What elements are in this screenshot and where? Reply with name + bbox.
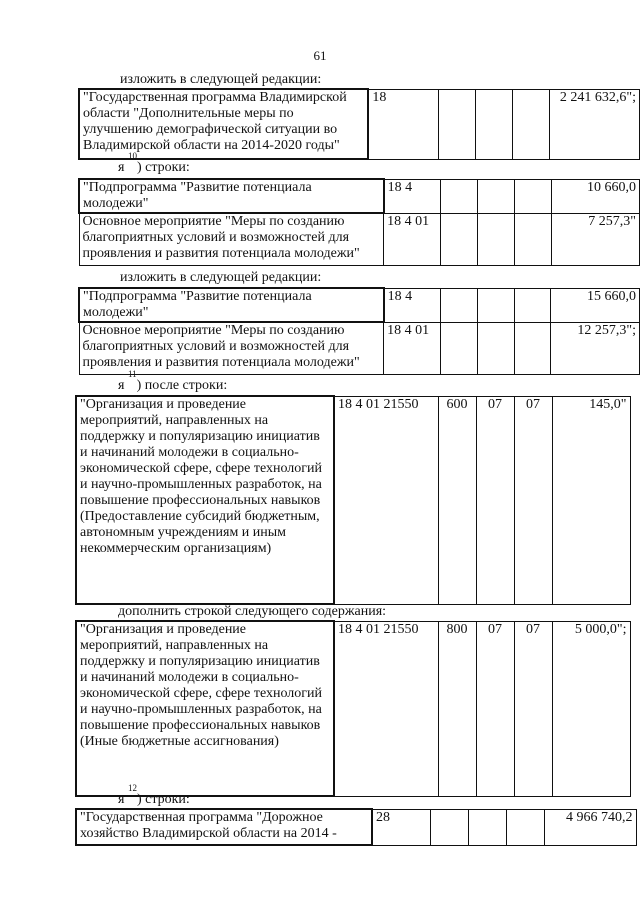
table-program-roads [75,808,637,846]
row-code: 18 4 [384,179,441,213]
table-row [76,621,630,796]
table-event-600 [75,395,631,605]
table-row [79,179,640,213]
footnote-12: 12 [127,783,137,794]
row-name: "Подпрограмма "Развитие потенциала молодежи" [79,288,384,322]
item-12-heading: я $^{12}$) строки: [118,783,190,807]
row-amount: 7 257,3" [551,213,639,265]
row-code: 28 [372,809,430,845]
row-code: 18 4 01 [384,322,441,374]
row-amount: 145,0" [552,396,630,604]
page-number: 61 [313,48,327,63]
table-youth-new [78,287,640,375]
row-name: "Организация и проведение мероприятий, направленных на поддержку и популяризацию инициатив и начинаний молодежи в социально-экономической сфере, сфере технологий и научно-промышленных разработок, на повышение профессиональных навыков (Иные бюджетные ассигнования) [76,621,334,796]
row-col-expense-type: 800 [438,621,476,796]
table-event-800 [75,620,631,797]
table-row [79,322,640,374]
row-name: "Государственная программа Владимирской области "Дополнительные меры по улучшению демографической ситуации во Владимирской области на 2014-2020 годы" [79,89,368,159]
row-amount: 10 660,0 [551,179,639,213]
row-name: "Организация и проведение мероприятий, направленных на поддержку и популяризацию инициатив и начинаний молодежи в социально-экономической сфере, сфере технологий и научно-промышленных разработок, на повышение профессиональных навыков (Предоставление субсидий бюджетным, автономным учреждениям и иным некоммерческим организациям) [76,396,334,604]
row-col-subsection: 07 [514,396,552,604]
footnote-11: 11 [127,369,137,380]
row-name: Основное мероприятие "Меры по созданию благоприятных условий и возможностей для проявления и развития потенциала молодежи" [79,213,384,265]
table-row [76,809,636,845]
table-row [79,213,640,265]
item-11-heading: я $^{11}$) после строки: [118,369,228,393]
table-row [79,89,640,159]
table-program-demography [78,88,640,160]
item-10-heading: я $^{10}$) строки: [118,151,190,175]
row-name: Основное мероприятие "Меры по созданию благоприятных условий и возможностей для проявления и развития потенциала молодежи" [79,322,384,374]
row-amount: 15 660,0 [551,288,640,322]
row-col-section: 07 [476,621,514,796]
intro-text-1: изложить в следующей редакции: [120,72,322,87]
row-col-expense-type: 600 [438,396,476,604]
footnote-10: 10 [127,151,137,162]
row-col-section: 07 [476,396,514,604]
row-name: "Государственная программа "Дорожное хозяйство Владимирской области на 2014 - [76,809,372,845]
row-code: 18 4 01 [384,213,441,265]
intro-text-2: изложить в следующей редакции: [120,270,322,285]
table-row [79,288,640,322]
table-row [76,396,630,604]
row-amount: 2 241 632,6"; [549,89,639,159]
row-code: 18 4 01 21550 [334,396,438,604]
row-code: 18 4 [384,288,441,322]
row-name: "Подпрограмма "Развитие потенциала молодежи" [79,179,384,213]
table-youth-old [78,178,640,266]
row-code: 18 4 01 21550 [334,621,438,796]
intro-text-3: дополнить строкой следующего содержания: [118,604,387,619]
row-code: 18 [368,89,438,159]
row-col-subsection: 07 [514,621,552,796]
row-amount: 12 257,3"; [551,322,640,374]
row-amount: 5 000,0"; [552,621,630,796]
row-amount: 4 966 740,2 [544,809,636,845]
